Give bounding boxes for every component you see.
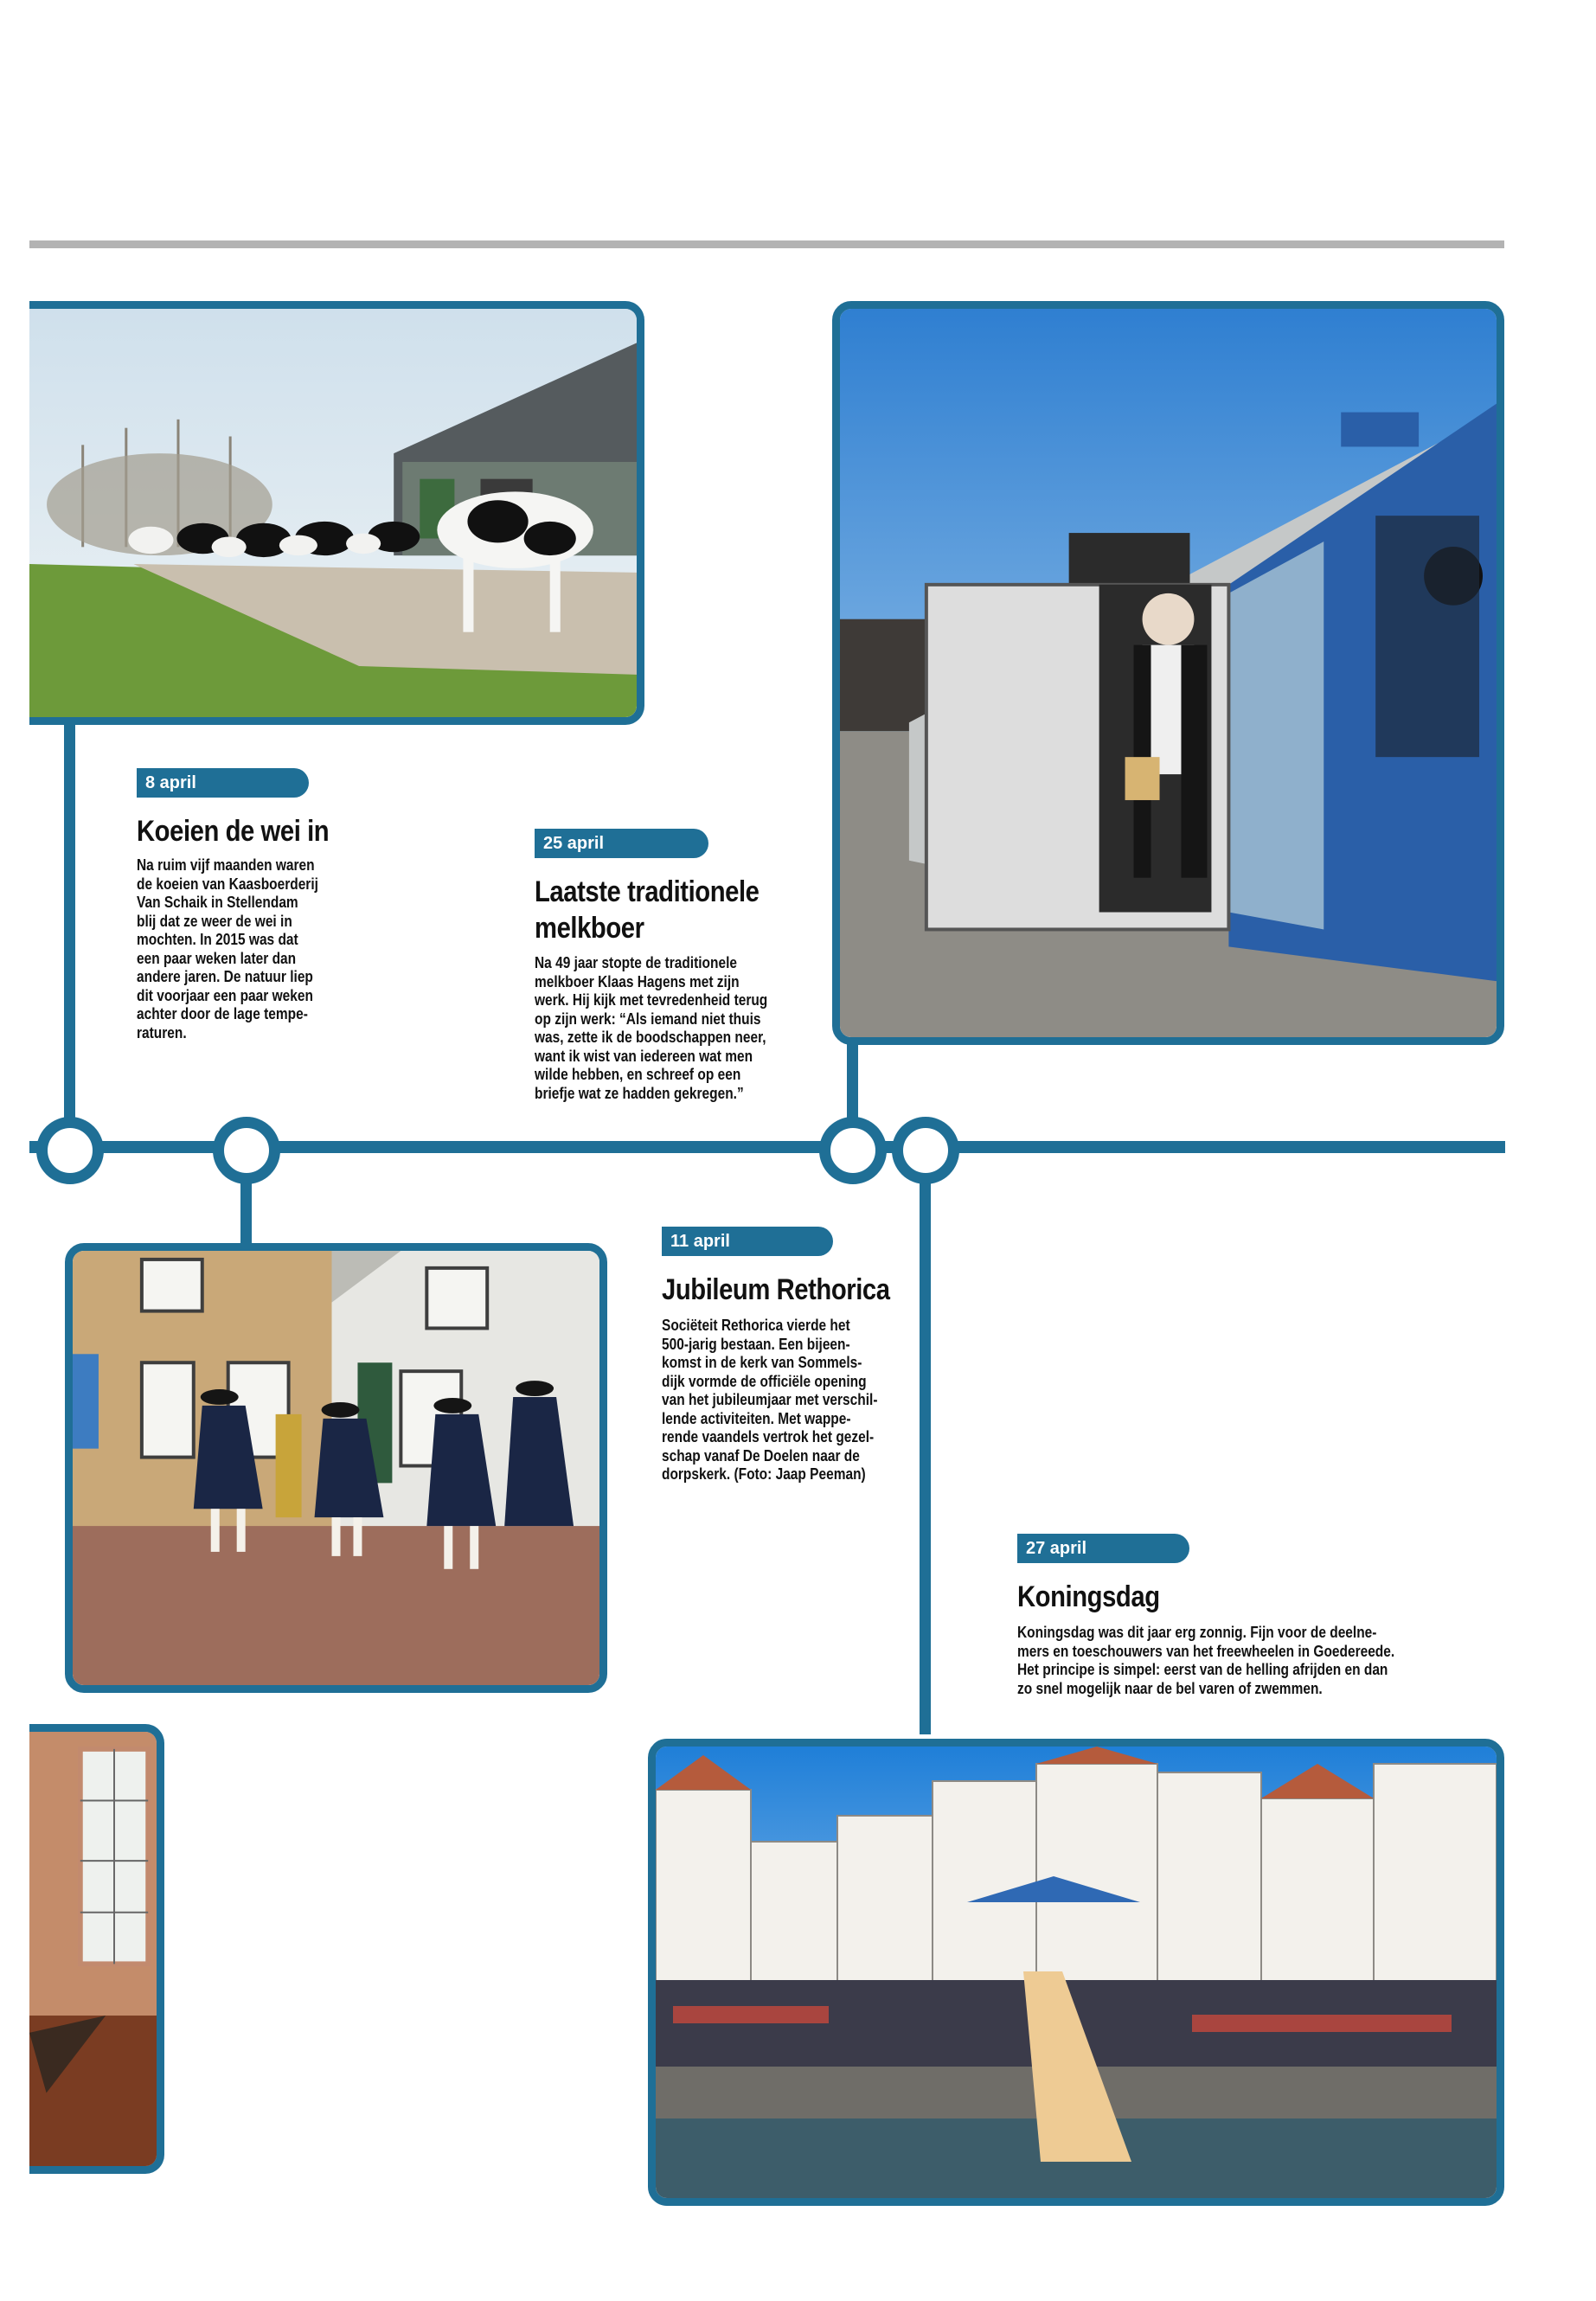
event-date-badge: 8 april [137, 768, 309, 798]
timeline-node [36, 1117, 104, 1184]
timeline-node [213, 1117, 280, 1184]
event-date-badge: 11 april [662, 1227, 833, 1256]
event-title: Laatste traditionele melkboer [535, 875, 760, 945]
event-title: Koeien de wei in [137, 815, 330, 848]
timeline-node [819, 1117, 887, 1184]
procession-in-capes-photo [65, 1243, 607, 1693]
milkman-in-van-photo [832, 301, 1504, 1045]
timeline-connector-1 [64, 718, 75, 1125]
event-text: Sociëteit Rethorica vierde het 500-jarig bestaan. Een bijeen- komst in de kerk van Sommels- dijk vormde de officiële opening van het jubileumjaar met verschil- lende activiteiten. Met wappe- rende vaandels vertrok het gezel- schap vanaf De Doelen naar de dorpskerk. (Foto: Jaap Peeman) [662, 1317, 878, 1483]
timeline-connector-4 [920, 1168, 931, 1734]
freewheel-harbour-crowd-photo [648, 1739, 1504, 2206]
church-interior-photo [29, 1724, 164, 2174]
event-title: Jubileum Rethorica [662, 1273, 890, 1306]
event-date-badge: 25 april [535, 829, 708, 858]
event-text: Na ruim vijf maanden waren de koeien van Kaasboerderij Van Schaik in Stellendam blij dat ze weer de wei in mochten. In 2015 was dat een paar weken later dan andere jaren. De natuur liep dit voorjaar een paar weken achter door de lage tempe- raturen. [137, 856, 318, 1042]
event-text: Koningsdag was dit jaar erg zonnig. Fijn voor de deelne- mers en toeschouwers van het freewheelen in Goedereede. Het principe is simpel: eerst van de helling afrijden en dan zo snel mogelijk naar de bel varen of zwemmen. [1017, 1624, 1395, 1697]
top-rule [29, 240, 1504, 248]
event-title: Koningsdag [1017, 1580, 1160, 1613]
event-date-badge: 27 april [1017, 1534, 1189, 1563]
timeline-node [892, 1117, 959, 1184]
event-text: Na 49 jaar stopte de traditionele melkboer Klaas Hagens met zijn werk. Hij kijk met tevredenheid terug op zijn werk: “Als iemand niet thuis was, zette ik de boodschappen neer, want ik wist van iedereen wat men wilde hebben, en schreef op een briefje wat ze hadden gekregen.” [535, 954, 768, 1102]
cows-walking-to-pasture-photo [29, 301, 644, 725]
